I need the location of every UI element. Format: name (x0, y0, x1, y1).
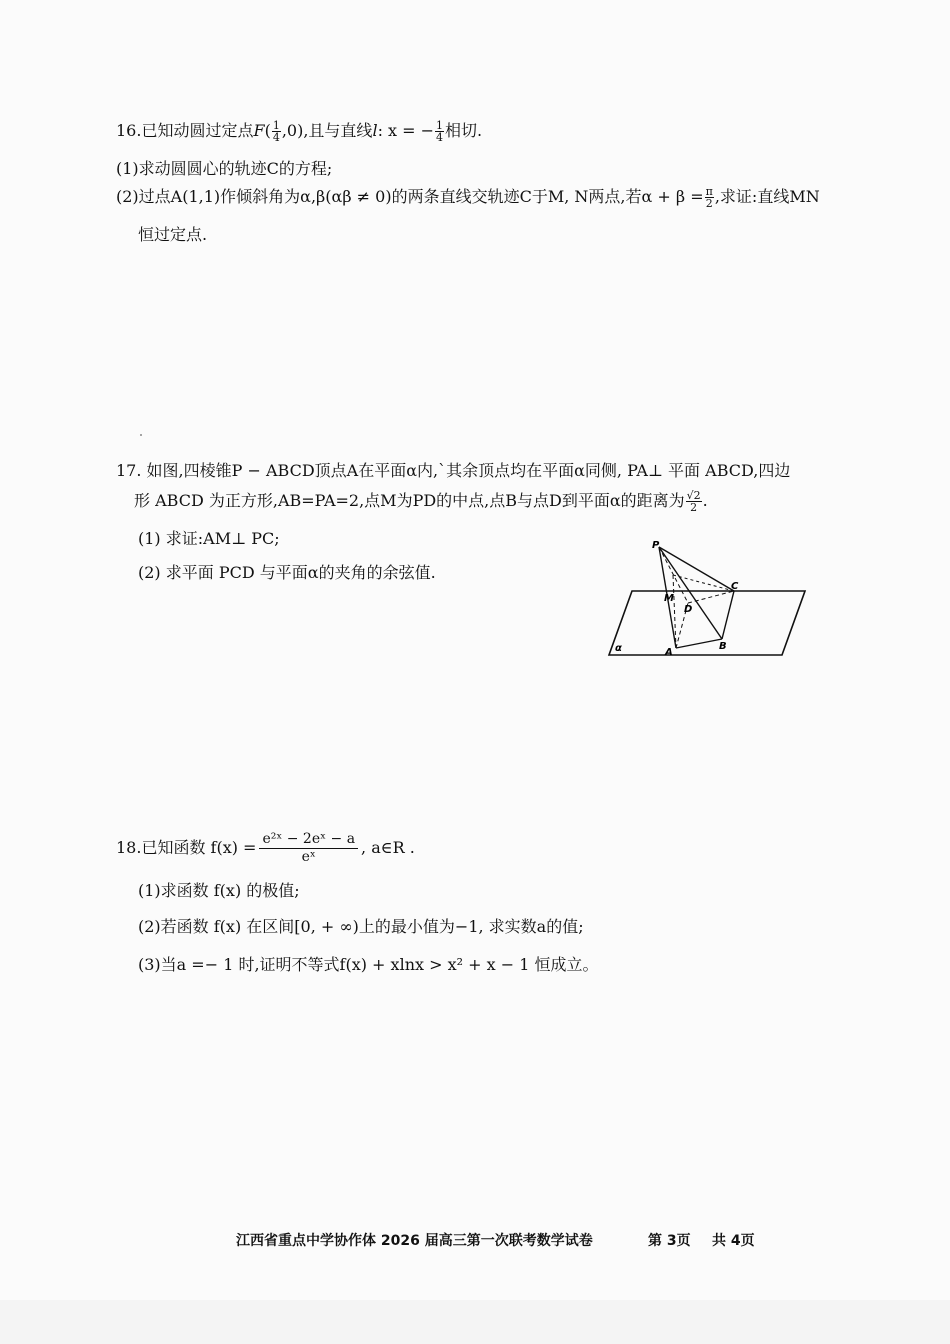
edge-MC (673, 575, 734, 591)
q17-part1: (1) 求证:AM⊥ PC; (138, 529, 280, 548)
q17-distance-fraction: $\frac{√2}{2}$ (686, 489, 701, 514)
q17-pyramid-figure (600, 535, 815, 665)
footer-page-number: 第 3页 (648, 1233, 691, 1249)
edge-BC (722, 591, 734, 639)
scan-bottom-band (0, 1300, 950, 1344)
scan-speck (140, 434, 142, 436)
footer-exam-title: 江西省重点中学协作体 2026 届高三第一次联考数学试卷 (236, 1233, 593, 1249)
q17-part2: (2) 求平面 PCD 与平面α的夹角的余弦值. (138, 563, 436, 582)
q16-angle-fraction: $\frac{\pi}{2}$ (705, 185, 713, 210)
q18-function-fraction: $\frac{\text{e²ˣ − 2eˣ − a}}{\text{eˣ}}$ (259, 831, 358, 866)
q18-part2: (2)若函数 f(x) 在区间[0, + ∞)上的最小值为−1, 求实数a的值; (138, 917, 584, 936)
label-M: M (664, 593, 674, 604)
q16-part1: (1)求动圆圆心的轨迹C的方程; (116, 159, 333, 178)
footer-total-pages: 共 4页 (712, 1233, 755, 1249)
q17-stem-line2: 形 ABCD 为正方形,AB=PA=2,点M为PD的中点,点B与点D到平面α的距离为 $\frac{√2}{2}$ . (134, 489, 708, 514)
q16-line-fraction: $\frac{1}{4}$ (436, 119, 444, 144)
q16-part2: (2)过点A(1,1)作倾斜角为α,β(αβ ≠ 0)的两条直线交轨迹C于M, N两点,若α + β = $\frac{\pi}{2}$ ,求证:直线MN (116, 185, 820, 210)
q17-stem-line1: 17. 如图,四棱锥P − ABCD顶点A在平面α内,`其余顶点均在平面α同侧, PA⊥ 平面 ABCD,四边 (116, 461, 791, 480)
q16-part2-cont: 恒过定点. (138, 225, 208, 244)
label-A: A (665, 647, 673, 658)
label-C: C (731, 581, 739, 592)
label-alpha: α (615, 643, 622, 654)
q16-stem: 16.已知动圆过定点F( $\frac{1}{4}$ ,0),且与直线l: x = − $\frac{1}{4}$ 相切. (116, 119, 483, 144)
plane-alpha (609, 591, 805, 655)
label-B: B (719, 641, 727, 652)
q18-stem: 18.已知函数 f(x) = $\frac{\text{e²ˣ − 2eˣ − a}}{\text{eˣ}}$ , a∈R . (116, 831, 415, 865)
q16-point-fraction: $\frac{1}{4}$ (272, 119, 280, 144)
label-D: D (684, 604, 693, 615)
edge-DC (688, 591, 734, 603)
edge-AB (676, 639, 722, 648)
label-P: P (652, 540, 660, 551)
q18-part1: (1)求函数 f(x) 的极值; (138, 881, 300, 900)
q18-part3: (3)当a =− 1 时,证明不等式f(x) + xlnx > x² + x − 1 恒成立。 (138, 955, 599, 974)
